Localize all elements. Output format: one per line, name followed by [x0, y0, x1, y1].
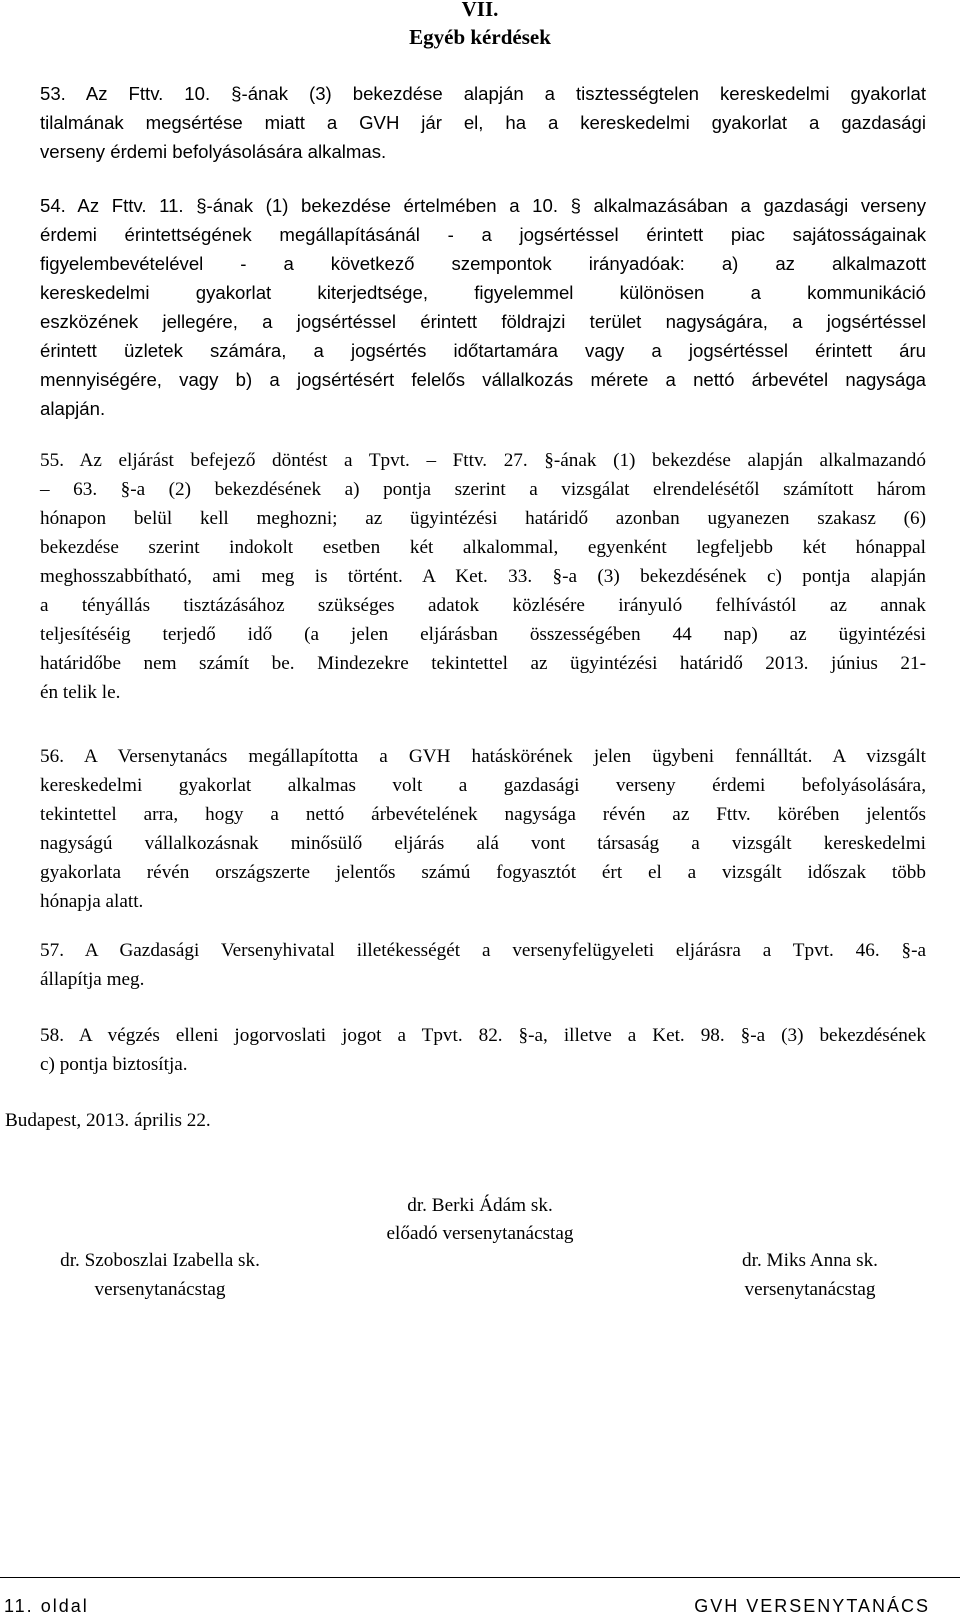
paragraph-line: 56. A Versenytanács megállapította a GVH hatáskörének jelen ügybeni fennálltát. A vizsgált — [40, 746, 926, 767]
paragraph-line: tekintettel arra, hogy a nettó árbevételének nagysága révén az Fttv. körében jelentős — [40, 804, 926, 825]
paragraph-line: 57. A Gazdasági Versenyhivatal illetékességét a versenyfelügyeleti eljárásra a Tpvt. 46. §-a — [40, 940, 926, 961]
footer-organization: GVH VERSENYTANÁCS — [694, 1596, 930, 1616]
paragraph-line: kereskedelmi gyakorlat kiterjedtsége, figyelemmel különösen a kommunikáció — [40, 282, 926, 303]
paragraph-line: – 63. §-a (2) bekezdésének a) pontja szerint a vizsgálat elrendelésétől számított három — [40, 479, 926, 500]
paragraph-line: kereskedelmi gyakorlat alkalmas volt a gazdasági verseny érdemi befolyásolására, — [40, 775, 926, 796]
chapter-number: VII. — [461, 0, 499, 21]
paragraph-line: tilalmának megsértése miatt a GVH jár el, ha a kereskedelmi gyakorlat a gazdasági — [40, 112, 926, 133]
signature-left-name: dr. Szoboszlai Izabella sk. — [60, 1250, 260, 1271]
paragraph-55 — [40, 446, 926, 707]
paragraph-56 — [40, 742, 926, 916]
paragraph-57 — [40, 936, 926, 994]
paragraph-line: én telik le. — [40, 682, 121, 703]
paragraph-line: érintett üzletek számára, a jogsértés időtartamára vagy a jogsértéssel érintett áru — [40, 340, 926, 361]
paragraph-line: teljesítéséig terjedő idő (a jelen eljárásban összességében 44 nap) az ügyintézési — [40, 624, 926, 645]
paragraph-58 — [40, 1021, 926, 1079]
paragraph-line: verseny érdemi befolyásolására alkalmas. — [40, 141, 387, 162]
paragraph-line: mennyiségére, vagy b) a jogsértésért felelős vállalkozás mérete a nettó árbevétel nagysága — [40, 369, 926, 390]
paragraph-line: érdemi érintettségének megállapításánál - a jogsértéssel érintett piac sajátosságainak — [40, 224, 926, 245]
paragraph-line: hónapon belül kell meghozni; az ügyintézési határidő azonban ugyanezen szakasz (6) — [40, 508, 926, 529]
place-date: Budapest, 2013. április 22. — [5, 1110, 211, 1131]
paragraph-54 — [40, 191, 926, 423]
paragraph-line: figyelembevételével - a következő szempontok irányadóak: a) az alkalmazott — [40, 253, 926, 274]
paragraph-line: 55. Az eljárást befejező döntést a Tpvt. – Fttv. 27. §-ának (1) bekezdése alapján alkalmazandó — [40, 450, 926, 471]
footer-divider — [0, 1577, 960, 1578]
paragraph-line: bekezdése szerint indokolt esetben két alkalommal, egyenként legfeljebb két hónappal — [40, 537, 926, 558]
paragraph-line: hónapja alatt. — [40, 891, 144, 912]
paragraph-53 — [40, 79, 926, 166]
paragraph-line: 53. Az Fttv. 10. §-ának (3) bekezdése alapján a tisztességtelen kereskedelmi gyakorlat — [40, 83, 926, 104]
paragraph-line: eszközének jellegére, a jogsértéssel érintett földrajzi terület nagyságára, a jogsértéssel — [40, 311, 926, 332]
footer-page-number: 11. oldal — [4, 1596, 89, 1616]
paragraph-line: gyakorlata révén országszerte jelentős számú fogyasztót ért el a vizsgált időszak több — [40, 862, 926, 883]
signature-center-name: dr. Berki Ádám sk. — [407, 1195, 553, 1216]
paragraph-line: c) pontja biztosítja. — [40, 1054, 188, 1075]
paragraph-line: állapítja meg. — [40, 969, 145, 990]
paragraph-line: határidőbe nem számít be. Mindezekre tekintettel az ügyintézési határidő 2013. június 21- — [40, 653, 926, 674]
signature-left-role: versenytanácstag — [94, 1279, 226, 1300]
section-title: Egyéb kérdések — [409, 25, 551, 49]
paragraph-line: 58. A végzés elleni jogorvoslati jogot a Tpvt. 82. §-a, illetve a Ket. 98. §-a (3) bekezdésének — [40, 1025, 926, 1046]
paragraph-line: alapján. — [40, 398, 106, 419]
signature-center-role: előadó versenytanácstag — [386, 1223, 574, 1244]
paragraph-line: 54. Az Fttv. 11. §-ának (1) bekezdése értelmében a 10. § alkalmazásában a gazdasági verseny — [40, 195, 926, 216]
signature-right-name: dr. Miks Anna sk. — [742, 1250, 878, 1271]
paragraph-line: meghosszabbítható, ami meg is történt. A Ket. 33. §-a (3) bekezdésének c) pontja alapján — [40, 566, 926, 587]
paragraph-line: a tényállás tisztázásához szükséges adatok közlésére irányuló felhívástól az annak — [40, 595, 926, 616]
paragraph-line: nagyságú vállalkozásnak minősülő eljárás alá vont társaság a vizsgált kereskedelmi — [40, 833, 926, 854]
signature-right-role: versenytanácstag — [744, 1279, 876, 1300]
